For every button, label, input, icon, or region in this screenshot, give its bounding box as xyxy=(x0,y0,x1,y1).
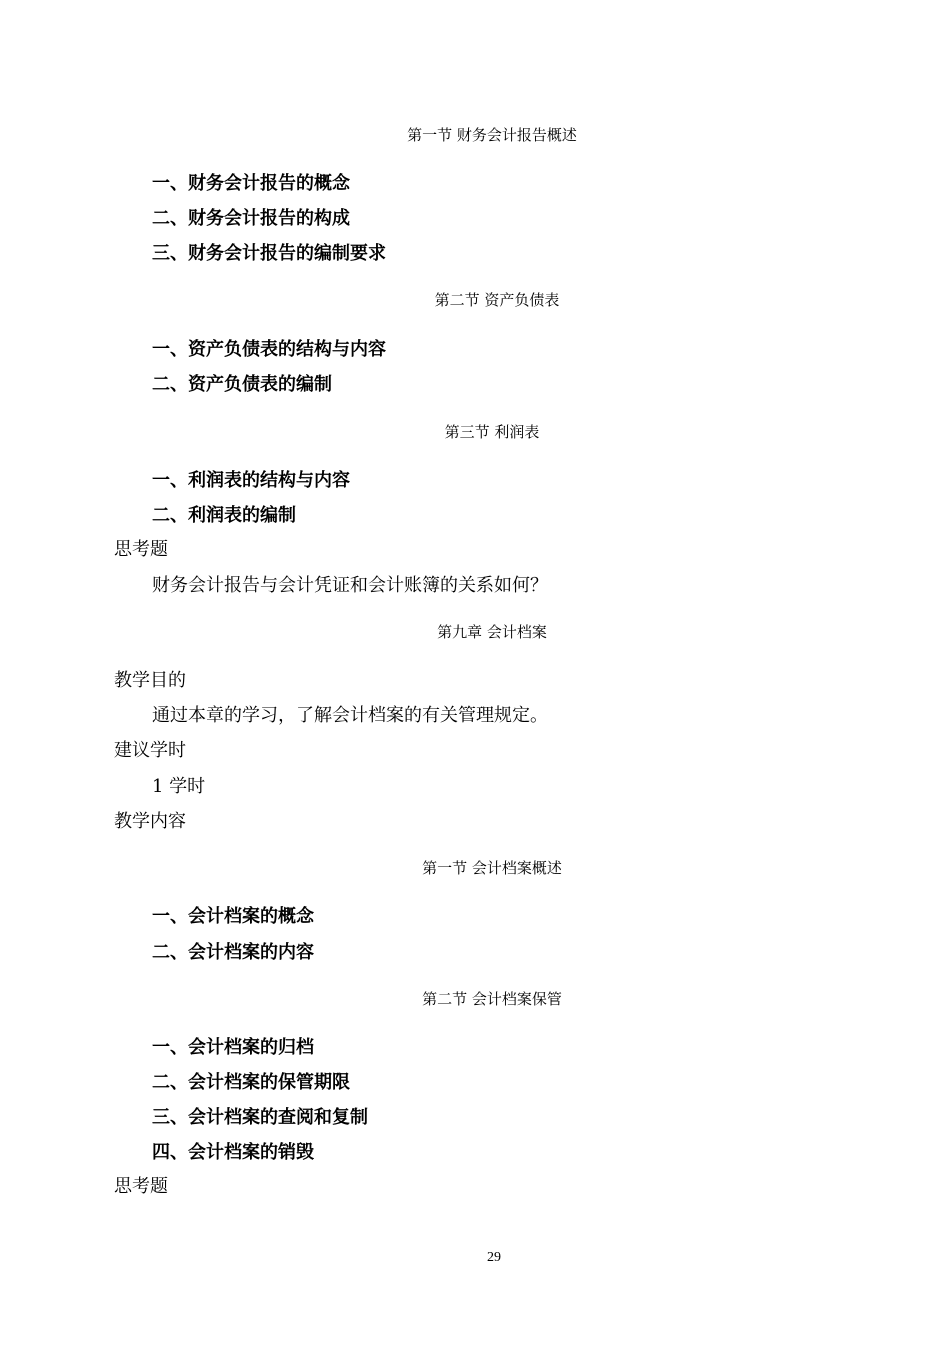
thinking-heading: 思考题 xyxy=(114,1176,168,1197)
page-number: 29 xyxy=(487,1250,501,1265)
goal-heading: 教学目的 xyxy=(114,670,186,691)
outline-item: 二、会计档案的内容 xyxy=(152,942,314,963)
hours-text: 1 学时 xyxy=(152,776,206,797)
section-title: 第三节 利润表 xyxy=(444,423,540,441)
thinking-heading: 思考题 xyxy=(114,539,168,560)
section-title: 第一节 会计档案概述 xyxy=(422,859,562,877)
section-title: 第一节 财务会计报告概述 xyxy=(407,126,577,144)
outline-item: 一、资产负债表的结构与内容 xyxy=(152,339,386,360)
section-title: 第二节 会计档案保管 xyxy=(422,990,562,1008)
thinking-question: 财务会计报告与会计凭证和会计账簿的关系如何？ xyxy=(152,575,548,596)
outline-item: 二、资产负债表的编制 xyxy=(152,374,332,395)
section-title: 第二节 资产负债表 xyxy=(434,291,560,309)
outline-item: 三、财务会计报告的编制要求 xyxy=(152,243,386,264)
outline-item: 二、财务会计报告的构成 xyxy=(152,208,350,229)
goal-text: 通过本章的学习，了解会计档案的有关管理规定。 xyxy=(152,705,548,726)
outline-item: 四、会计档案的销毁 xyxy=(152,1142,314,1163)
hours-heading: 建议学时 xyxy=(114,740,186,761)
outline-item: 一、财务会计报告的概念 xyxy=(152,173,350,194)
chapter-title: 第九章 会计档案 xyxy=(437,623,547,641)
outline-item: 二、会计档案的保管期限 xyxy=(152,1072,350,1093)
outline-item: 一、会计档案的概念 xyxy=(152,906,314,927)
outline-item: 二、利润表的编制 xyxy=(152,505,296,526)
content-heading: 教学内容 xyxy=(114,811,186,832)
outline-item: 三、会计档案的查阅和复制 xyxy=(152,1107,368,1128)
outline-item: 一、利润表的结构与内容 xyxy=(152,470,350,491)
outline-item: 一、会计档案的归档 xyxy=(152,1037,314,1058)
